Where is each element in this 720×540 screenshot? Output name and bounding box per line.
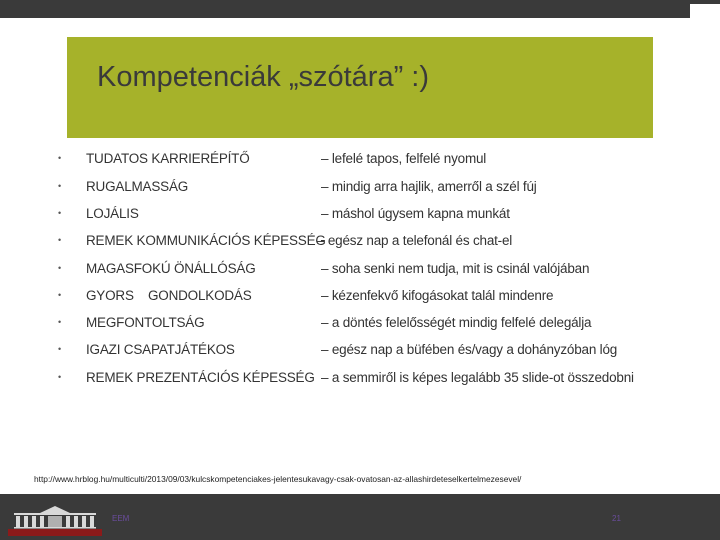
skill-label: MEGFONTOLTSÁG <box>86 315 205 330</box>
top-bar-corner <box>690 4 720 18</box>
skill-label: GYORS GONDOLKODÁS <box>86 288 252 303</box>
skill-label: REMEK KOMMUNIKÁCIÓS KÉPESSÉG <box>86 233 326 248</box>
bullet-icon: • <box>58 372 62 382</box>
page-number: 21 <box>612 514 621 523</box>
bullet-icon: • <box>58 317 62 327</box>
list-item <box>0 233 720 253</box>
skill-description: – a döntés felelősségét mindig felfelé delegálja <box>321 315 592 330</box>
slide-title: Kompetenciák „szótára” :) <box>97 61 430 93</box>
bullet-icon: • <box>58 208 62 218</box>
skill-label: REMEK PREZENTÁCIÓS KÉPESSÉG <box>86 370 315 385</box>
list-item <box>0 206 720 226</box>
university-logo-icon <box>8 504 102 536</box>
bullet-icon: • <box>58 263 62 273</box>
list-item <box>0 370 720 390</box>
list-item <box>0 288 720 308</box>
list-item <box>0 261 720 281</box>
skill-label: MAGASFOKÚ ÖNÁLLÓSÁG <box>86 261 256 276</box>
skill-description: – kézenfekvő kifogásokat talál mindenre <box>321 288 554 303</box>
skill-label: TUDATOS KARRIERÉPÍTŐ <box>86 151 250 166</box>
footer-label: EEM <box>112 514 130 523</box>
bullet-icon: • <box>58 344 62 354</box>
list-item <box>0 151 720 171</box>
skill-description: – máshol úgysem kapna munkát <box>321 206 510 221</box>
skill-description: – egész nap a büfében és/vagy a dohányzóban lóg <box>321 342 618 357</box>
list-item <box>0 315 720 335</box>
list-item <box>0 179 720 199</box>
skill-description: – lefelé tapos, felfelé nyomul <box>321 151 487 166</box>
skill-description: – soha senki nem tudja, mit is csinál valójában <box>321 261 590 276</box>
bullet-icon: • <box>58 235 62 245</box>
footer-bar <box>0 494 720 540</box>
skill-label: IGAZI CSAPATJÁTÉKOS <box>86 342 235 357</box>
title-band <box>67 37 653 138</box>
bullet-icon: • <box>58 181 62 191</box>
top-bar <box>0 0 720 18</box>
skill-label: RUGALMASSÁG <box>86 179 189 194</box>
skill-description: – a semmiről is képes legalább 35 slide-ot összedobni <box>321 370 634 385</box>
source-link[interactable]: http://www.hrblog.hu/multiculti/2013/09/03/kulcskompetenciakes-jelentesukavagy-csak-ovatosan-az-allashirdeteselkertelmezesevel/ <box>34 474 522 484</box>
list-item <box>0 342 720 362</box>
bullet-icon: • <box>58 153 62 163</box>
skill-label: LOJÁLIS <box>86 206 139 221</box>
bullet-icon: • <box>58 290 62 300</box>
skill-description: – mindig arra hajlik, amerről a szél fúj <box>321 179 537 194</box>
skill-description: – egész nap a telefonál és chat-el <box>317 233 513 248</box>
